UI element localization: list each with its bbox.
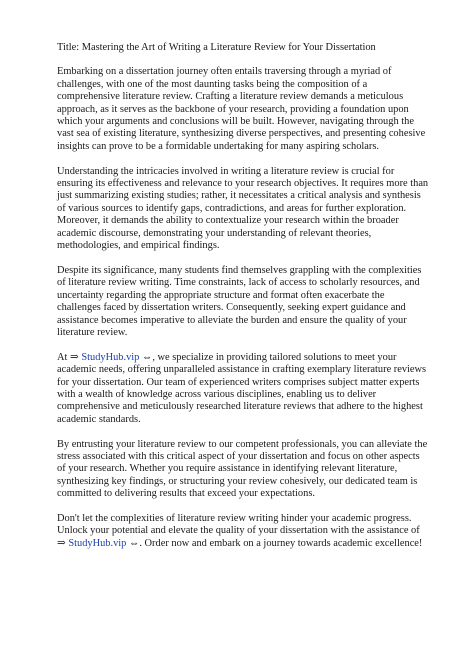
right-arrow-icon: ⇒ [70,351,79,363]
right-arrow-icon: ⇒ [57,537,66,549]
paragraph-end-text: . Order now and embark on a journey towards academic excellence! [139,537,423,549]
paragraph-start-text: Don't let the complexities of literature review writing hinder your academic progress. Unlock your potential and elevate the quality of your dissertation with the assistance of [57,512,420,537]
paragraph-start-text: At [57,351,70,363]
paragraph-call-to-action [57,513,429,550]
paragraph-studyhub-services [57,352,429,426]
paragraph-rest-text: , we specialize in providing tailored solutions to meet your academic needs, offering unparalleled assistance in crafting exemplary literature reviews for your dissertation. Our team of experienced writers comprises subject matter experts with a wealth of knowledge across various disciplines, enabling us to deliver comprehensive and meticulously researched literature reviews that adhere to the highest academic standards. [57,351,427,425]
studyhub-link[interactable]: StudyHub.vip [68,537,127,549]
double-arrow-icon: ⇔ [141,351,153,363]
paragraph-intro: Embarking on a dissertation journey often entails traversing through a myriad of challenges, with one of the most daunting tasks being the composition of a comprehensive literature review. Crafting a literature review demands a meticulous approach, as it serves as the backbone of your research, providing a foundation upon which your arguments and conclusions will be built. However, navigating through the vast sea of existing literature, synthesizing diverse perspectives, and presenting cohesive insights can prove to be a formidable undertaking for many aspiring scholars. [57,66,426,152]
paragraph-understanding: Understanding the intricacies involved in writing a literature review is crucial for ensuring its effectiveness and relevance to your research objectives. It requires more than just summarizing existing studies; rather, it necessitates a critical analysis and synthesis of various sources to identify gaps, contradictions, and areas for further exploration. Moreover, it demands the ability to contextualize your research within the broader academic discourse, demonstrating your understanding of relevant theories, methodologies, and empirical findings. [57,165,429,252]
double-arrow-icon: ⇔ [128,537,140,549]
studyhub-link[interactable]: StudyHub.vip [81,351,140,363]
document-title: Title: Mastering the Art of Writing a Literature Review for Your Dissertation [57,42,376,53]
paragraph-challenges: Despite its significance, many students find themselves grappling with the complexities of literature review writing. Time constraints, lack of access to scholarly resources, and uncertainty regarding the appropriate structure and format often exacerbate the challenges faced by dissertation writers. Consequently, seeking expert guidance and assistance becomes imperative to alleviate the burden and ensure the quality of your literature review. [57,264,422,338]
document-body [57,42,429,563]
paragraph-entrusting: By entrusting your literature review to our competent professionals, you can alleviate the stress associated with this critical aspect of your dissertation and focus on other aspects of your research. Whether you require assistance in identifying relevant literature, synthesizing key findings, or structuring your review cohesively, our dedicated team is committed to delivering results that exceed your expectations. [57,438,428,500]
